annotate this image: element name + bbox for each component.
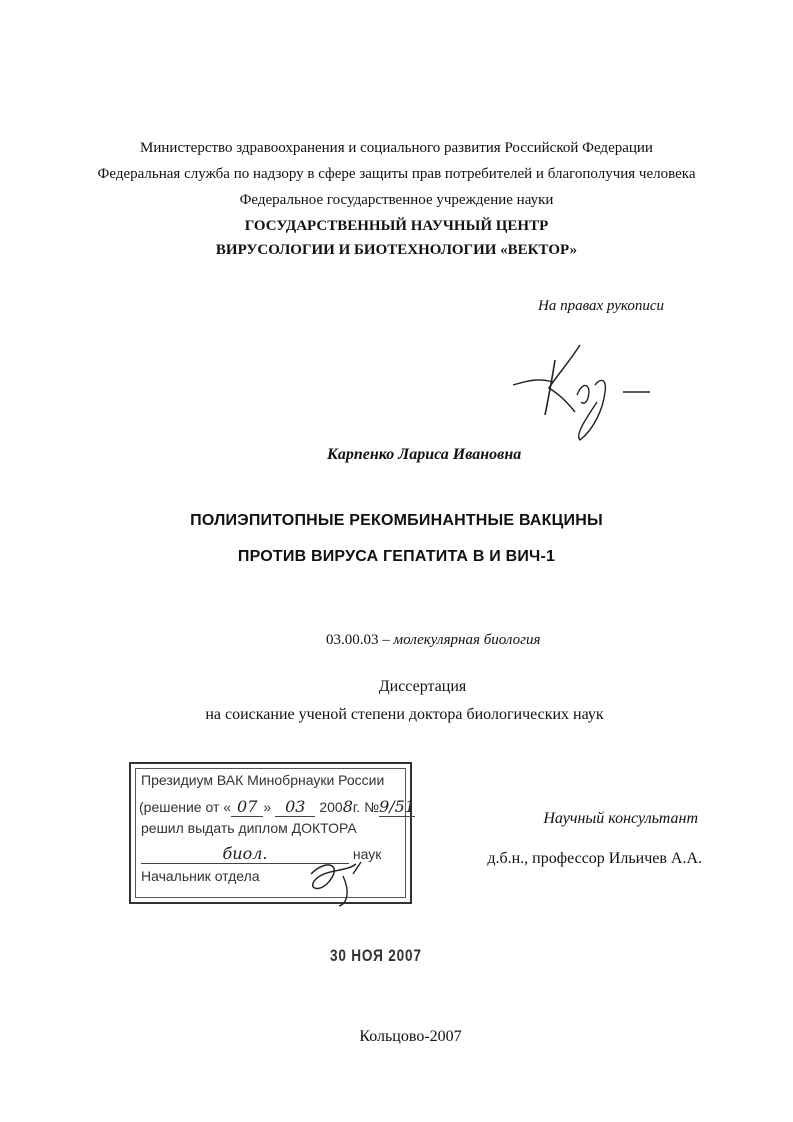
vak-decision-stamp [129, 762, 416, 904]
specialty-code: 03.00.03 [326, 632, 379, 648]
stamp-science-suffix: наук [352, 846, 382, 862]
stamp-line-decision [139, 797, 415, 816]
stamp-month: 03 [275, 797, 315, 817]
institution-type-line: Федеральное государственное учреждение науки [239, 192, 554, 208]
stamp-month-sep: » [263, 799, 272, 815]
specialty-name: молекулярная биология [393, 632, 541, 648]
stamp-signature [301, 854, 381, 909]
center-name-line1: ГОСУДАРСТВЕННЫЙ НАУЧНЫЙ ЦЕНТР [244, 218, 549, 234]
ministry-line: Министерство здравоохранения и социального развития Российской Федерации [140, 140, 653, 156]
stamp-number-prefix: г. № [352, 799, 380, 815]
stamp-decision-prefix: (решение от « [139, 799, 232, 815]
service-line: Федеральная служба по надзору в сфере защиты прав потребителей и благополучия человека [97, 166, 696, 182]
dissertation-title-line1: ПОЛИЭПИТОПНЫЕ РЕКОМБИНАНТНЫЕ ВАКЦИНЫ [190, 512, 603, 529]
stamp-day: 07 [231, 797, 263, 817]
stamp-line-head: Начальник отдела [141, 868, 260, 884]
stamp-line-presidium: Президиум ВАК Минобрнауки России [141, 772, 385, 788]
stamp-year-prefix: 200 [319, 799, 343, 815]
place-year: Кольцово-2007 [359, 1028, 462, 1045]
received-date-stamp: 30 НОЯ 2007 [330, 946, 422, 965]
degree-purpose: на соискание ученой степени доктора биологических наук [205, 706, 604, 723]
center-name-line2: ВИРУСОЛОГИИ И БИОТЕХНОЛОГИИ «ВЕКТОР» [215, 242, 578, 258]
stamp-number: 9/51 [379, 797, 416, 816]
manuscript-note: На правах рукописи [538, 298, 664, 314]
author-name: Карпенко Лариса Ивановна [327, 446, 522, 463]
stamp-year-digit: 8 [342, 797, 353, 816]
author-signature [505, 340, 655, 445]
stamp-line-award: решил выдать диплом ДОКТОРА [141, 820, 357, 836]
specialty-dash: – [382, 632, 390, 648]
specialty-line [326, 632, 540, 649]
degree-type: Диссертация [378, 678, 467, 695]
stamp-science-field: биол. [141, 844, 349, 864]
consultant-label: Научный консультант [543, 810, 698, 827]
dissertation-title-line2: ПРОТИВ ВИРУСА ГЕПАТИТА В И ВИЧ-1 [237, 548, 556, 565]
consultant-name: д.б.н., профессор Ильичев А.А. [487, 850, 702, 867]
